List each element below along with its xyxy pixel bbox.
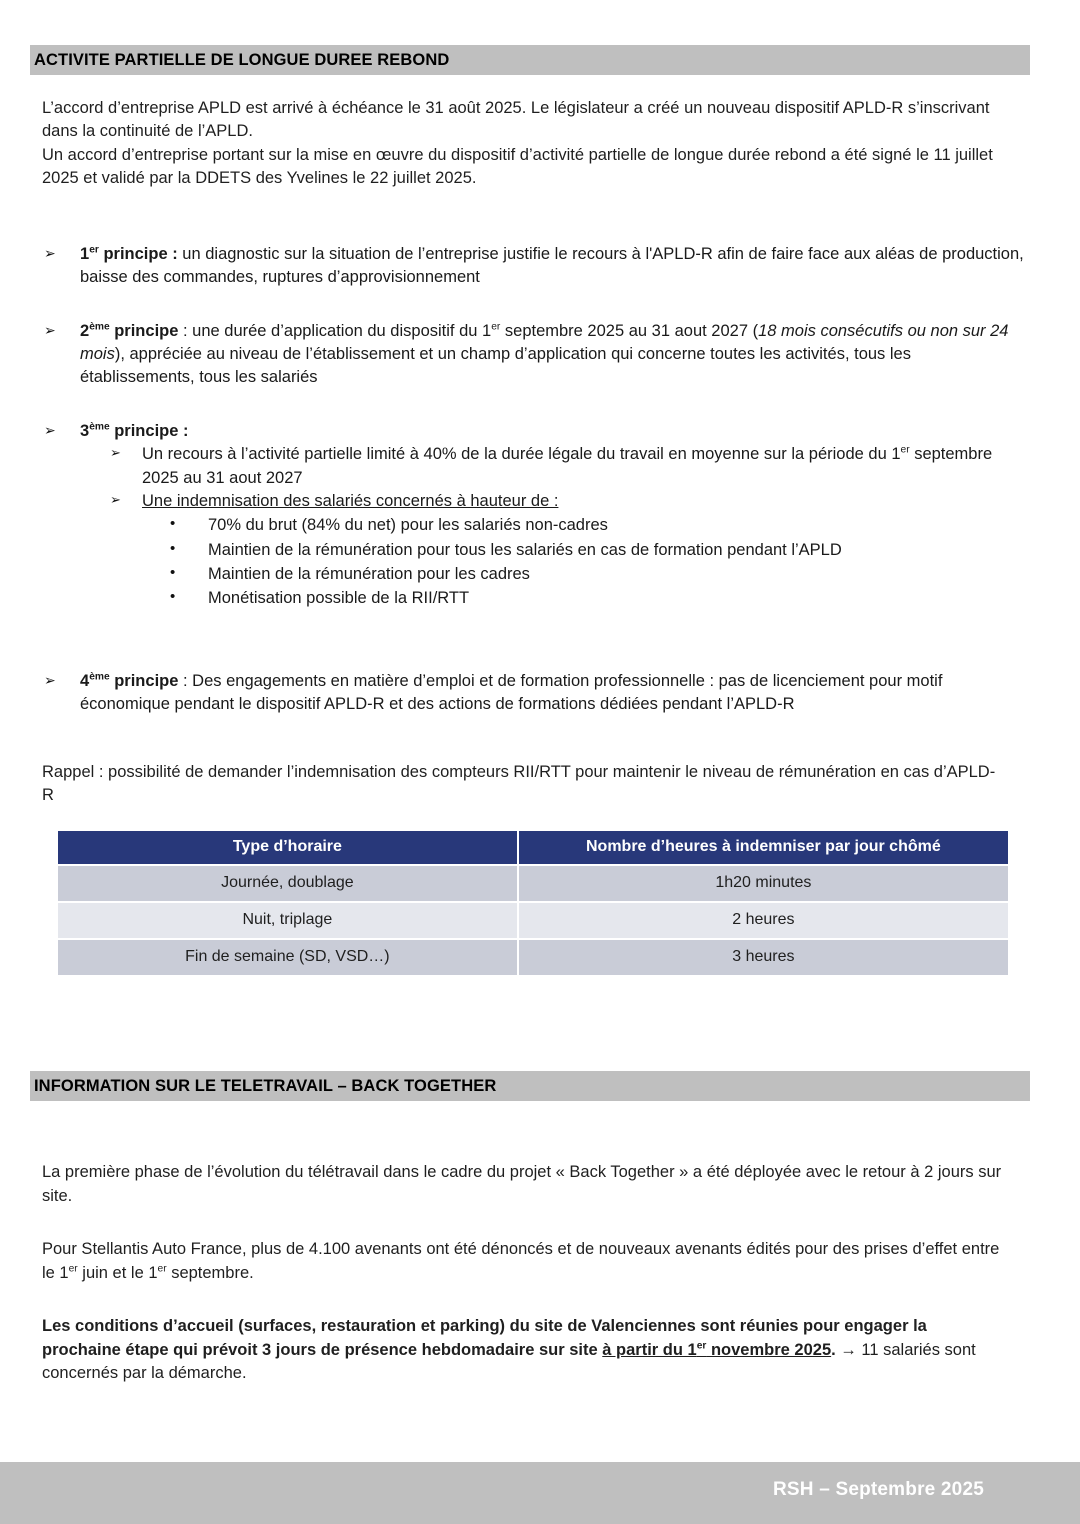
teletravail-p3-bold-b: . <box>831 1340 836 1359</box>
principle-3-dot-item <box>170 513 1015 537</box>
principle-3-number: 3 <box>80 421 90 440</box>
arrow-bullet-icon: ➢ <box>44 321 56 338</box>
intro-paragraph-2: Un accord d’entreprise portant sur la mise en œuvre du dispositif d’activité partielle de longue durée rebond a été signé le 11 juillet 2025 et validé par la DDETS des Yvelines le 22 juillet 2025. <box>42 145 993 188</box>
principle-3-text <box>80 420 1025 443</box>
principle-3-dot-text: Maintien de la rémunération pour tous les salariés en cas de formation pendant l’APLD <box>208 540 842 559</box>
table-header-cell-type-horaire: Type d’horaire <box>58 831 519 866</box>
table-header-row <box>58 831 1008 866</box>
principle-2-body-a: : une durée d’application du dispositif du 1 <box>178 321 492 340</box>
table-cell-horaire: Fin de semaine (SD, VSD…) <box>58 940 519 977</box>
principle-3-dot-text: 70% du brut (84% du net) pour les salariés non-cadres <box>208 516 608 535</box>
principle-2-ordinal: ème <box>89 321 110 333</box>
teletravail-p3-underline-ordinal: er <box>696 1340 707 1352</box>
table-cell-horaire: Nuit, triplage <box>58 903 519 940</box>
teletravail-paragraph-2 <box>42 1238 1005 1285</box>
dot-bullet-icon: • <box>170 563 176 581</box>
principle-2-body-b: septembre 2025 au 31 aout 2027 ( <box>500 321 759 340</box>
teletravail-p3-underline <box>602 1341 831 1359</box>
arrow-bullet-icon: ➢ <box>44 671 56 688</box>
footer-bottom-rule <box>0 1518 1080 1524</box>
principle-3-dot-text: Monétisation possible de la RII/RTT <box>208 588 470 607</box>
principle-3-sub1-body-a: Un recours à l’activité partielle limité à 40% de la durée légale du travail en moyenne sur la période du 1 <box>142 445 901 464</box>
principle-2-label: principe <box>109 321 179 340</box>
principle-3-dot-item <box>170 562 1015 586</box>
teletravail-p3-underline-a: à partir du 1 <box>602 1340 697 1359</box>
table-row <box>58 866 1008 903</box>
principle-1-ordinal: er <box>89 244 99 256</box>
right-arrow-icon: → <box>835 1340 862 1359</box>
principle-item-1 <box>44 243 1025 290</box>
table-cell-heures: 3 heures <box>519 940 1008 977</box>
indemnisation-table <box>58 831 1008 977</box>
principle-2-body-c: ), appréciée au niveau de l’établissement et un champ d’application qui concerne toutes les activités, tous les établissements, tous les salariés <box>80 344 911 387</box>
table-cell-heures: 2 heures <box>519 903 1008 940</box>
table-cell-horaire: Journée, doublage <box>58 866 519 903</box>
teletravail-p2-c: septembre. <box>166 1263 254 1282</box>
principle-4-ordinal: ème <box>89 671 110 683</box>
principle-item-4 <box>44 670 1025 717</box>
dot-bullet-icon: • <box>170 587 176 605</box>
principle-1-text <box>80 243 1025 290</box>
table-row <box>58 903 1008 940</box>
principle-2-date-ordinal: er <box>491 321 501 333</box>
principle-2-number: 2 <box>80 321 90 340</box>
principle-item-2 <box>44 320 1025 390</box>
teletravail-p2-b: juin et le 1 <box>77 1263 158 1282</box>
principle-3-ordinal: ème <box>89 421 110 433</box>
arrow-bullet-icon: ➢ <box>110 492 121 508</box>
principle-3-dot-text: Maintien de la rémunération pour les cadres <box>208 564 530 583</box>
section-heading-teletravail-label: INFORMATION SUR LE TELETRAVAIL – BACK TOGETHER <box>34 1076 497 1095</box>
page-footer <box>0 1462 1080 1518</box>
principle-3-sub1-body-b: septembre 2025 au 31 aout 2027 <box>142 445 993 487</box>
table-header-cell-nombre-heures: Nombre d’heures à indemniser par jour chômé <box>519 831 1008 866</box>
principle-3-subitem-2 <box>110 490 1015 513</box>
teletravail-p2-ordinal-1: er <box>68 1263 78 1275</box>
principle-2-italic-note: 18 mois consécutifs ou non sur 24 mois <box>80 321 1009 363</box>
principle-3-dot-item <box>170 586 1015 610</box>
principle-4-body: : Des engagements en matière d’emploi et de formation professionnelle : pas de licenciement pour motif économique pendant le dispositif APLD-R et des actions de formations dédiées pendant l’APLD-R <box>80 671 943 714</box>
principle-3-sub1-text <box>142 443 1015 490</box>
principle-3-sub2-text: Une indemnisation des salariés concernés à hauteur de : <box>142 492 559 511</box>
principle-3-sub1-ordinal: er <box>900 444 910 456</box>
principle-1-label: principe : <box>98 244 178 263</box>
teletravail-p3-bold-a: Les conditions d’accueil (surfaces, restauration et parking) du site de Valenciennes sont réunies pour engager la prochaine étape qui prévoit 3 jours de présence hebdomadaire sur site <box>42 1317 927 1359</box>
teletravail-p3-underline-b: novembre 2025 <box>706 1340 832 1359</box>
dot-bullet-icon: • <box>170 539 176 557</box>
section-heading-apld <box>30 45 1030 75</box>
arrow-bullet-icon: ➢ <box>44 244 56 261</box>
principle-3-dot-item <box>170 538 1015 562</box>
table-row <box>58 940 1008 977</box>
teletravail-p2-a: Pour Stellantis Auto France, plus de 4.100 avenants ont été dénoncés et de nouveaux avenants édités pour des prises d’effet entre le 1 <box>42 1240 1000 1282</box>
intro-paragraph-1: L’accord d’entreprise APLD est arrivé à échéance le 31 août 2025. Le législateur a créé un nouveau dispositif APLD-R s’inscrivant dans la continuité de l’APLD. <box>42 99 990 141</box>
section-heading-apld-label: ACTIVITE PARTIELLE DE LONGUE DUREE REBOND <box>34 50 450 69</box>
principle-4-label: principe <box>109 671 179 690</box>
principle-2-text <box>80 320 1025 390</box>
footer-text: RSH – Septembre 2025 <box>773 1479 984 1500</box>
table-cell-heures: 1h20 minutes <box>519 866 1008 903</box>
principle-3-subitem-1 <box>110 443 1015 490</box>
section-heading-teletravail <box>30 1071 1030 1101</box>
arrow-bullet-icon: ➢ <box>44 421 56 438</box>
principle-4-text <box>80 670 1025 717</box>
teletravail-p2-ordinal-2: er <box>157 1263 167 1275</box>
dot-bullet-icon: • <box>170 515 176 533</box>
principle-1-number: 1 <box>80 244 90 263</box>
principle-4-number: 4 <box>80 671 90 690</box>
teletravail-paragraph-3 <box>42 1315 1005 1385</box>
arrow-bullet-icon: ➢ <box>110 445 121 461</box>
teletravail-paragraph-1: La première phase de l’évolution du télétravail dans le cadre du projet « Back Together » a été déployée avec le retour à 2 jours sur site. <box>42 1163 1002 1205</box>
rappel-paragraph: Rappel : possibilité de demander l’indemnisation des compteurs RII/RTT pour maintenir le niveau de rémunération en cas d’APLD-R <box>42 762 996 805</box>
principle-1-body: un diagnostic sur la situation de l’entreprise justifie le recours à l'APLD-R afin de faire face aux aléas de production, baisse des commandes, ruptures d’approvisionnement <box>80 244 1024 287</box>
principle-item-3 <box>44 420 1025 443</box>
teletravail-p3-tail: 11 salariés sont concernés par la démarche. <box>42 1340 976 1383</box>
principle-3-label: principe : <box>109 421 189 440</box>
indemnisation-table-wrapper <box>58 831 1008 977</box>
